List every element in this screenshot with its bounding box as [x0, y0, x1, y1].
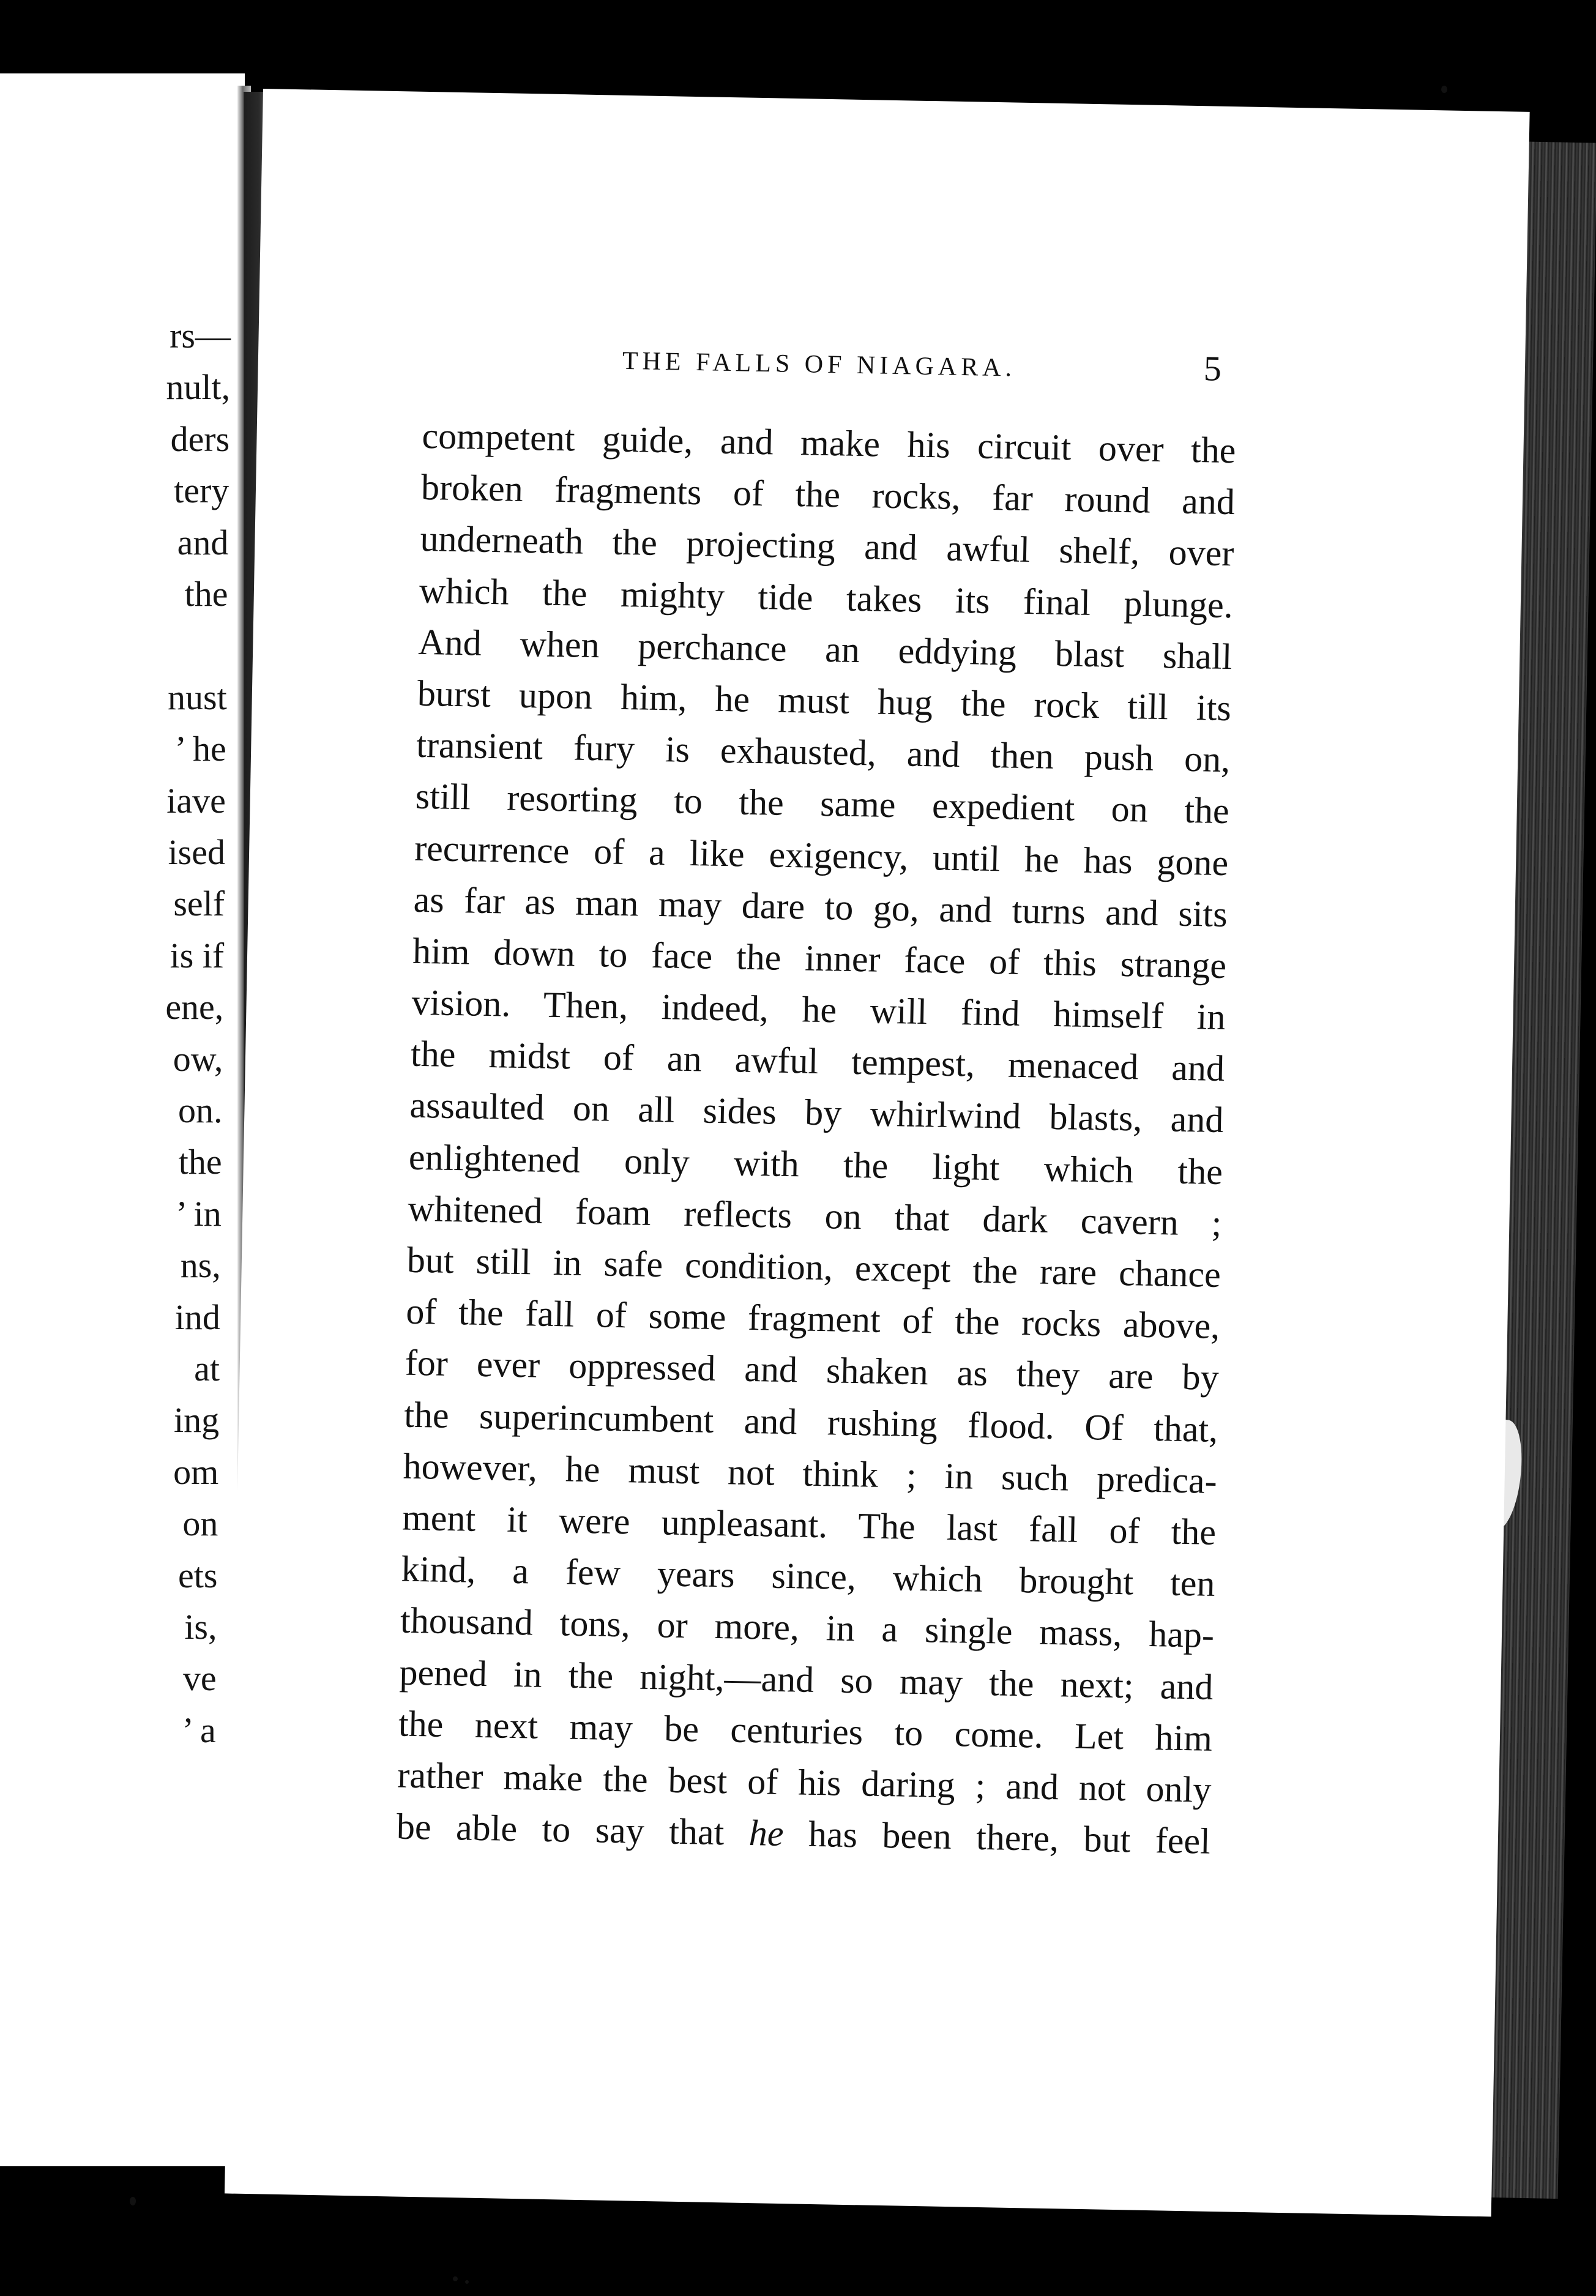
- left-page-line-fragment: ets: [177, 1555, 218, 1595]
- left-page-line-fragment: ’ in: [176, 1193, 222, 1234]
- text-segment: of the fall of some fragment of the rocks above,: [405, 1291, 1220, 1347]
- italic-word: he: [748, 1813, 785, 1854]
- text-segment: as far as man may dare to go, and turns and sits: [413, 879, 1228, 934]
- left-page-text-column: [0, 73, 242, 2166]
- dust-speck: [465, 2280, 469, 2284]
- text-segment: for ever oppressed and shaken as they are by: [405, 1342, 1220, 1398]
- body-text: [396, 410, 1236, 1867]
- text-segment: pened in the night,—and so may the next; and: [399, 1652, 1214, 1707]
- text-segment: competent guide, and make his circuit over the: [422, 415, 1237, 471]
- main-page: [225, 89, 1530, 2216]
- left-page-line-fragment: is if: [170, 935, 225, 975]
- text-segment: underneath the projecting and awful shelf, over: [419, 518, 1234, 574]
- left-page-line-fragment: ’ he: [174, 729, 226, 769]
- dust-speck: [453, 2276, 458, 2281]
- left-page-line-fragment: nust: [168, 677, 227, 717]
- left-page-line-fragment: om: [173, 1452, 219, 1492]
- text-segment: has been there, but feel: [783, 1813, 1211, 1862]
- text-segment: which the mighty tide takes its final plunge.: [419, 570, 1234, 625]
- running-head: THE FALLS OF NIAGARA.: [622, 346, 1016, 382]
- left-page-line-fragment: tery: [174, 471, 229, 511]
- left-page-line-fragment: at: [194, 1349, 220, 1388]
- left-page-line-fragment: rs—: [170, 316, 231, 356]
- text-segment: thousand tons, or more, in a single mass, hap-: [400, 1600, 1215, 1656]
- text-segment: kind, a few years since, which brought ten: [401, 1548, 1216, 1605]
- text-segment: vision. Then, indeed, he will find himself in: [411, 982, 1226, 1038]
- left-page-line-fragment: on.: [178, 1090, 223, 1130]
- text-segment: the superincumbent and rushing flood. Of that,: [403, 1394, 1218, 1450]
- dust-speck: [1441, 86, 1447, 93]
- left-page-line-fragment: is,: [184, 1607, 217, 1647]
- text-segment: be able to say that: [396, 1806, 750, 1854]
- left-page-line-fragment: ’ a: [182, 1710, 216, 1750]
- dust-speck: [130, 2197, 136, 2205]
- text-segment: enlightened only with the light which the: [408, 1136, 1223, 1192]
- text-segment: transient fury is exhausted, and then push on,: [416, 724, 1231, 780]
- left-page-line-fragment: ow,: [173, 1038, 223, 1079]
- text-segment: the midst of an awful tempest, menaced and: [410, 1033, 1225, 1089]
- left-page-line-fragment: iave: [166, 780, 226, 821]
- left-page-line-fragment: nult,: [166, 367, 231, 408]
- left-page-line-fragment: ns,: [180, 1245, 221, 1286]
- text-segment: but still in safe condition, except the rare chance: [406, 1239, 1221, 1295]
- left-page-line-fragment: ders: [170, 419, 230, 459]
- left-page-line-fragment: ised: [168, 832, 225, 872]
- text-segment: burst upon him, he must hug the rock till its: [417, 673, 1232, 729]
- left-page-line-fragment: self: [173, 884, 225, 924]
- left-page-line-fragment: ene,: [165, 987, 224, 1027]
- text-segment: ment it were unpleasant. The last fall of the: [401, 1497, 1217, 1552]
- left-page-line-fragment: the: [178, 1142, 222, 1182]
- text-segment: And when perchance an eddying blast shall: [417, 621, 1232, 677]
- text-segment: still resorting to the same expedient on the: [415, 776, 1230, 832]
- text-segment: whitened foam reflects on that dark cavern ;: [407, 1188, 1222, 1243]
- page-number: 5: [1203, 348, 1222, 389]
- left-page-line-fragment: ing: [173, 1400, 220, 1441]
- text-segment: rather make the best of his daring ; and not only: [397, 1754, 1212, 1810]
- left-page-line-fragment: ind: [174, 1297, 220, 1337]
- left-facing-page: [0, 73, 245, 2166]
- text-segment: assaulted on all sides by whirlwind blasts, and: [409, 1085, 1224, 1141]
- text-segment: him down to face the inner face of this strange: [412, 930, 1227, 986]
- left-page-line-fragment: the: [184, 574, 228, 614]
- text-segment: broken fragments of the rocks, far round and: [420, 467, 1236, 523]
- text-segment: however, he must not think ; in such predica-: [403, 1445, 1218, 1501]
- text-segment: recurrence of a like exigency, until he has gone: [414, 827, 1229, 883]
- left-page-line-fragment: on: [182, 1504, 218, 1544]
- text-segment: the next may be centuries to come. Let him: [398, 1703, 1213, 1759]
- left-page-line-fragment: and: [177, 522, 229, 562]
- left-page-line-fragment: ve: [182, 1658, 217, 1699]
